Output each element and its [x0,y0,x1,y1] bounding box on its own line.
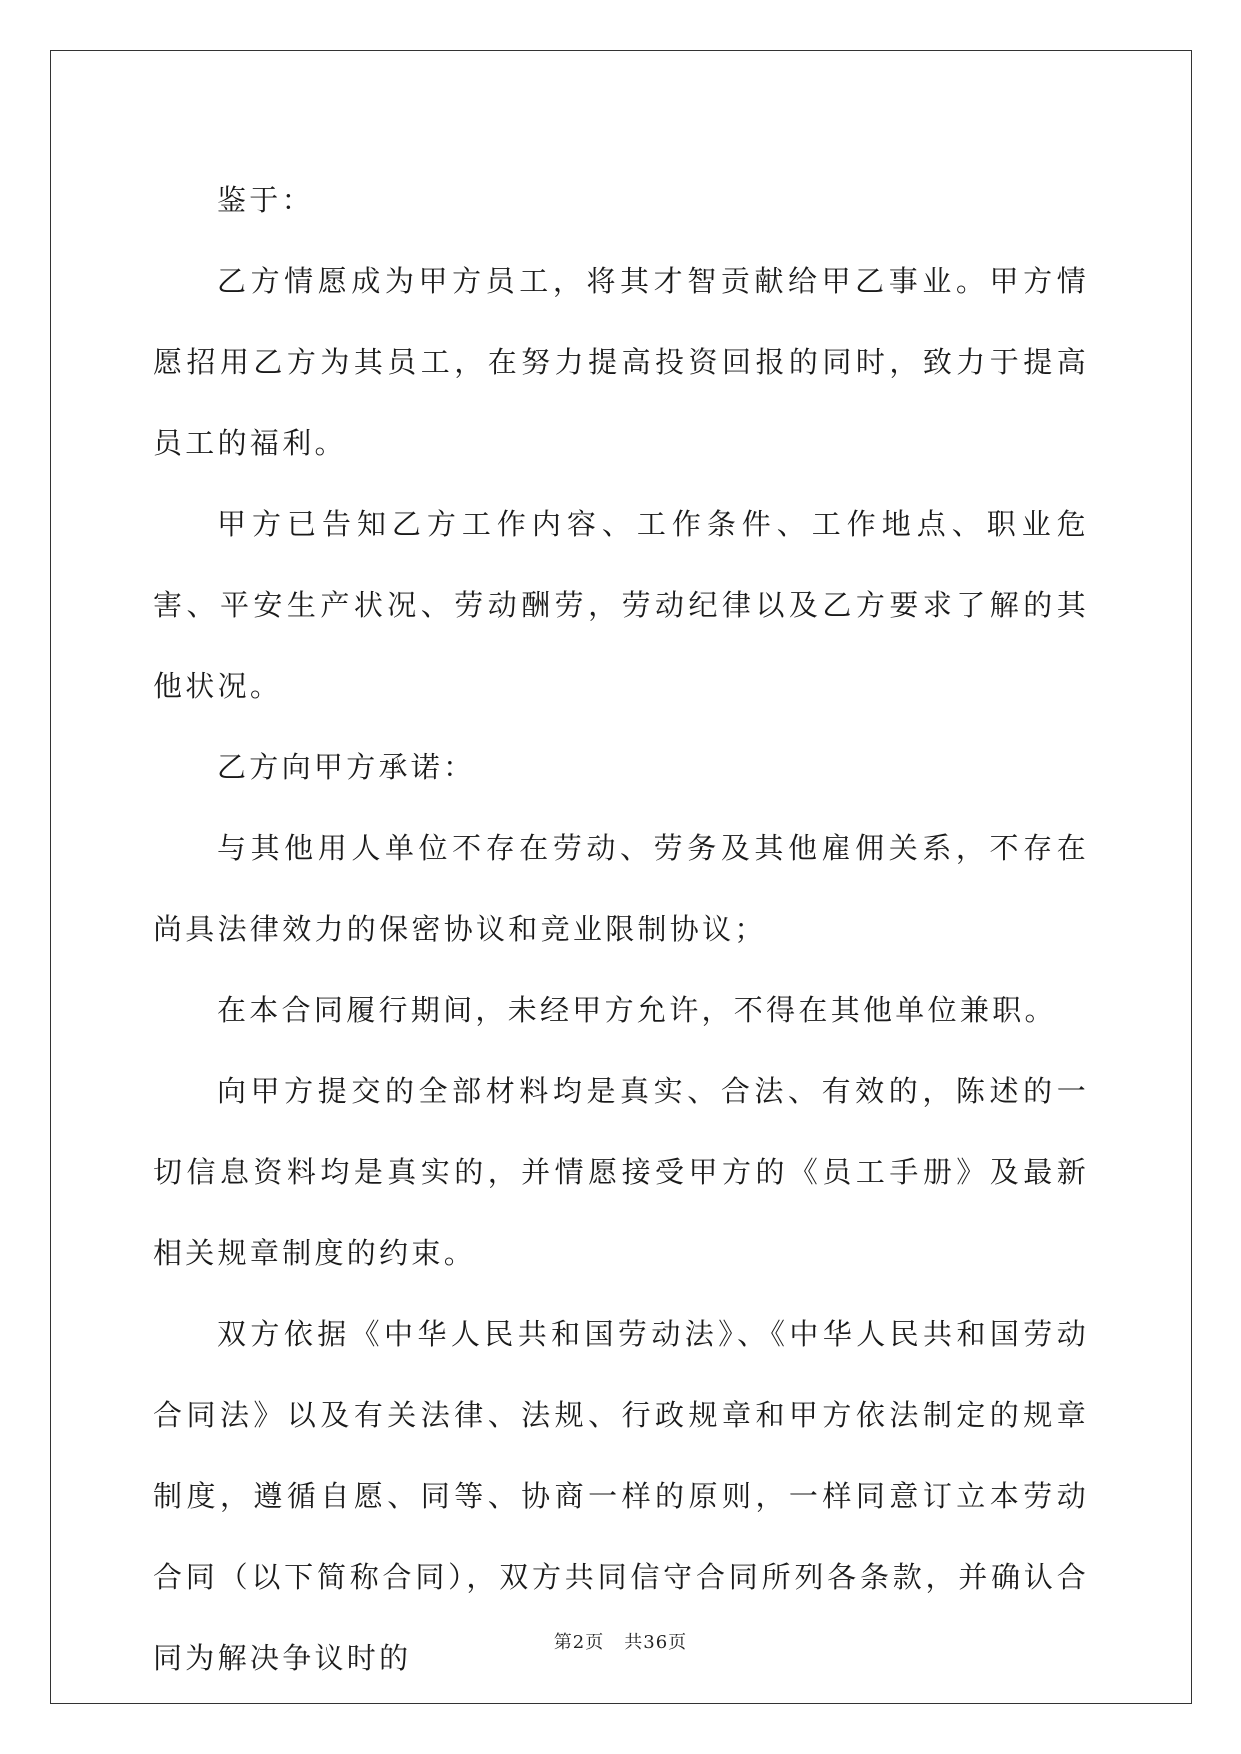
paragraph-legal-basis: 双方依据《中华人民共和国劳动法》、《中华人民共和国劳动合同法》以及有关法律、法规、行政规章和甲方依法制定的规章制度，遵循自愿、同等、协商一样的原则，一样同意订立本劳动合同（以下简称合同），双方共同信守合同所列各条款，并确认合同为解决争议时的 [153,1317,1089,1675]
page-number: 第2页 [553,1632,605,1653]
paragraph-commitment-3: 向甲方提交的全部材料均是真实、合法、有效的，陈述的一切信息资料均是真实的，并情愿接受甲方的《员工手册》及最新相关规章制度的约束。 [153,1074,1089,1270]
paragraph-commitment-1: 与其他用人单位不存在劳动、劳务及其他雇佣关系，不存在尚具法律效力的保密协议和竞业限制协议； [153,831,1089,946]
paragraph-preamble: 鉴于： [217,183,314,217]
paragraph-disclosure: 甲方已告知乙方工作内容、工作条件、工作地点、职业危害、平安生产状况、劳动酬劳，劳动纪律以及乙方要求了解的其他状况。 [153,507,1089,703]
page-total: 共36页 [624,1632,688,1653]
paragraph-commitment-heading: 乙方向甲方承诺： [217,750,476,784]
paragraph-commitment-2: 在本合同履行期间，未经甲方允许，不得在其他单位兼职。 [217,993,1057,1027]
page-footer [0,1628,1241,1654]
paragraph-intent: 乙方情愿成为甲方员工，将其才智贡献给甲乙事业。甲方情愿招用乙方为其员工，在努力提高投资回报的同时，致力于提高员工的福利。 [153,264,1089,460]
document-body [153,160,1089,1699]
